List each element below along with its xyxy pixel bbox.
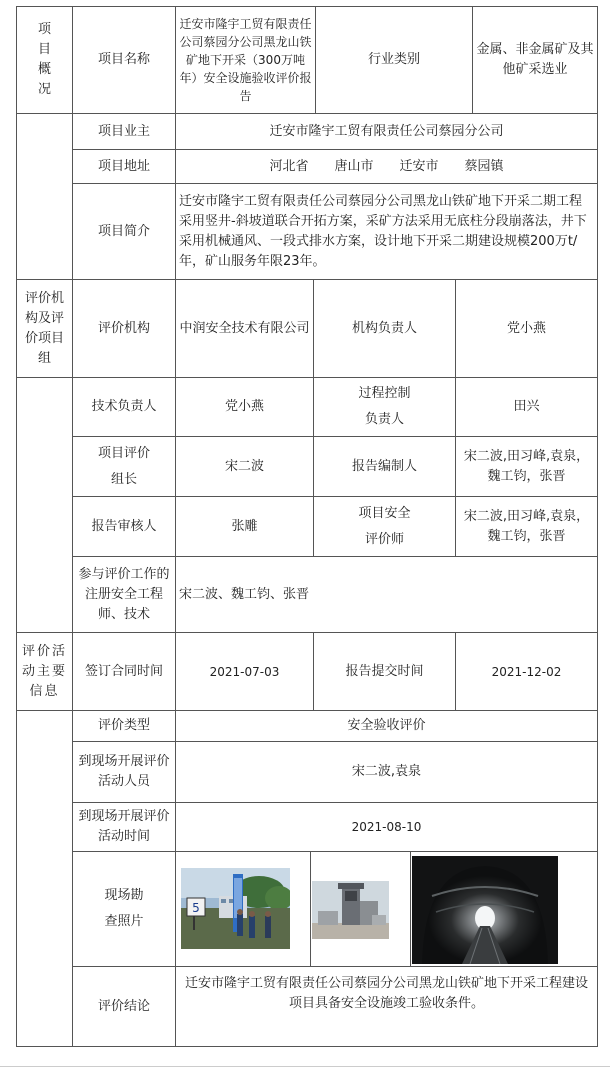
label-submit-time: 报告提交时间 <box>313 632 456 711</box>
value-owner: 迁安市隆宇工贸有限责任公司蔡园分公司 <box>175 113 598 150</box>
value-conclusion: 迁安市隆宇工贸有限责任公司蔡园分公司黑龙山铁矿地下开采工程建设项目具备安全设施竣工验收条件。 <box>175 966 598 1047</box>
label-site-staff: 到现场开展评价活动人员 <box>72 741 176 803</box>
site-photo-headframe <box>312 881 389 939</box>
section-overview: 项目概况 <box>16 6 73 114</box>
value-project-name: 迁安市隆宇工贸有限责任公司蔡园分公司黑龙山铁矿地下开采（300万吨年）安全设施验收评价报告 <box>175 6 316 114</box>
value-agency: 中润安全技术有限公司 <box>175 279 314 378</box>
label-process-ctrl: 过程控制负责人 <box>313 377 456 437</box>
value-team-leader: 宋二波 <box>175 436 314 497</box>
section-activity-cont <box>16 710 73 1047</box>
section-overview-cont <box>16 113 73 280</box>
value-address: 河北省 唐山市 迁安市 蔡园镇 <box>175 149 598 184</box>
label-eval-type: 评价类型 <box>72 710 176 742</box>
site-photo-workers <box>181 868 290 949</box>
page-bottom-divider <box>0 1066 610 1067</box>
value-contract-time: 2021-07-03 <box>175 632 314 711</box>
value-industry: 金属、非金属矿及其他矿采选业 <box>472 6 598 114</box>
label-intro: 项目简介 <box>72 183 176 280</box>
value-safety-evaluator: 宋二波,田习峰,袁泉，魏工钧，张晋 <box>455 496 598 557</box>
label-conclusion: 评价结论 <box>72 966 176 1047</box>
label-agency: 评价机构 <box>72 279 176 378</box>
section-org-cont <box>16 377 73 633</box>
label-project-name: 项目名称 <box>72 6 176 114</box>
value-tech-head: 党小燕 <box>175 377 314 437</box>
label-address: 项目地址 <box>72 149 176 184</box>
label-industry: 行业类别 <box>315 6 473 114</box>
value-site-time: 2021-08-10 <box>175 802 598 852</box>
label-safety-evaluator: 项目安全评价师 <box>313 496 456 557</box>
value-process-ctrl: 田兴 <box>455 377 598 437</box>
value-agency-head: 党小燕 <box>455 279 598 378</box>
label-agency-head: 机构负责人 <box>313 279 456 378</box>
value-report-reviewer: 张雕 <box>175 496 314 557</box>
site-photo-tunnel <box>412 856 558 964</box>
value-participants: 宋二波、魏工钧、张晋 <box>175 556 598 633</box>
label-report-writer: 报告编制人 <box>313 436 456 497</box>
value-report-writer: 宋二波,田习峰,袁泉，魏工钧，张晋 <box>455 436 598 497</box>
label-participants: 参与评价工作的注册安全工程师、技术 <box>72 556 176 633</box>
label-report-reviewer: 报告审核人 <box>72 496 176 557</box>
label-owner: 项目业主 <box>72 113 176 150</box>
label-site-photos: 现场勘查照片 <box>72 851 176 967</box>
label-contract-time: 签订合同时间 <box>72 632 176 711</box>
value-eval-type: 安全验收评价 <box>175 710 598 742</box>
label-team-leader: 项目评价组长 <box>72 436 176 497</box>
value-site-staff: 宋二波,袁泉 <box>175 741 598 803</box>
section-org: 评价机构及评价项目组 <box>16 279 73 378</box>
value-intro: 迁安市隆宇工贸有限责任公司蔡园分公司黑龙山铁矿地下开采二期工程采用竖井-斜坡道联合开拓方案，采矿方法采用无底柱分段崩落法，井下采用机械通风、一段式排水方案，设计地下开采二期建设规模200万t/年，矿山服务年限23年。 <box>175 183 598 280</box>
value-submit-time: 2021-12-02 <box>455 632 598 711</box>
sign-number: 5 <box>192 901 200 915</box>
label-site-time: 到现场开展评价活动时间 <box>72 802 176 852</box>
label-tech-head: 技术负责人 <box>72 377 176 437</box>
section-activity: 评价活动主要信息 <box>16 632 73 711</box>
